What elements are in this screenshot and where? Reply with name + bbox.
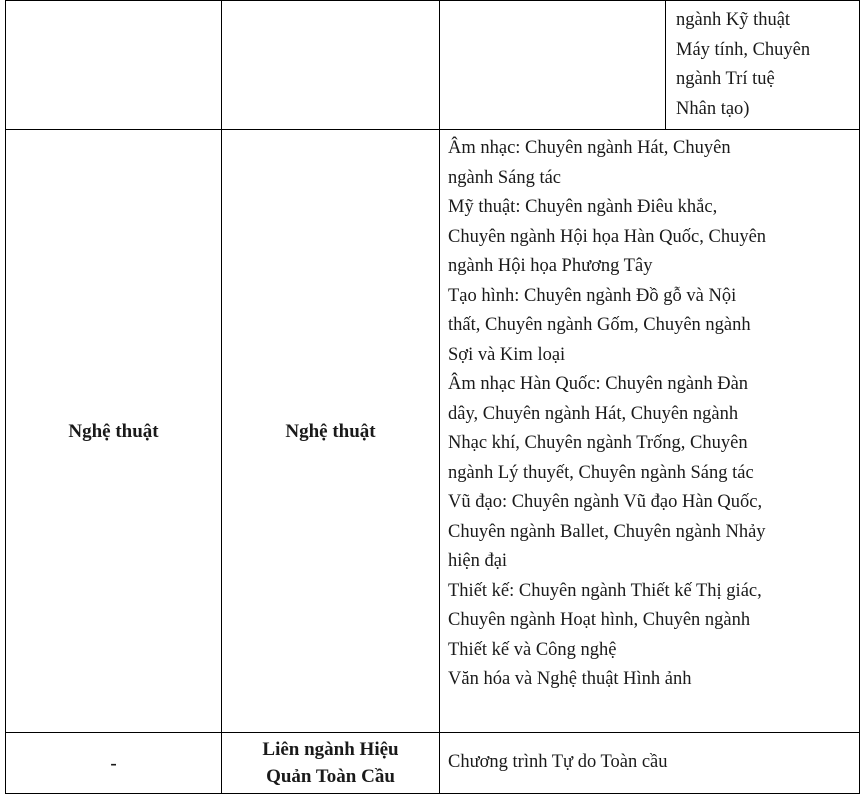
table-row xyxy=(6,130,860,733)
text-line: Thiết kế và Công nghệ xyxy=(448,639,617,660)
faculty-cell: - xyxy=(6,733,222,794)
text-line: Chuyên ngành Hoạt hình, Chuyên ngành xyxy=(448,610,751,630)
text-line: Chuyên ngành Ballet, Chuyên ngành Nhảy xyxy=(448,521,766,542)
text-line: Mỹ thuật: Chuyên ngành Điêu khắc, xyxy=(448,197,718,217)
program-cell xyxy=(440,130,860,733)
text-line: Văn hóa và Nghệ thuật Hình ảnh xyxy=(448,669,692,689)
department-cell: Nghệ thuật xyxy=(222,130,440,733)
text-line: Âm nhạc Hàn Quốc: Chuyên ngành Đàn xyxy=(448,374,749,394)
department-cell xyxy=(222,1,440,130)
text-line: Máy tính, Chuyên xyxy=(676,39,811,60)
text-line: Thiết kế: Chuyên ngành Thiết kế Thị giác, xyxy=(448,580,762,601)
department-cell xyxy=(222,733,440,794)
text-line: Nhạc khí, Chuyên ngành Trống, Chuyên xyxy=(448,433,748,453)
text-line: thất, Chuyên ngành Gốm, Chuyên ngành xyxy=(448,315,751,335)
faculty-cell xyxy=(6,1,222,130)
program-cell xyxy=(440,1,666,130)
text-line: Tạo hình: Chuyên ngành Đồ gỗ và Nội xyxy=(448,285,737,306)
table-row xyxy=(6,733,860,794)
text-line: Sợi và Kim loại xyxy=(448,344,566,365)
text-line: hiện đại xyxy=(448,551,508,571)
text-line: ngành Lý thuyết, Chuyên ngành Sáng tác xyxy=(448,462,754,483)
table-row xyxy=(6,1,860,130)
text-line: Liên ngành Hiệu xyxy=(262,739,399,760)
text-line: ngành Trí tuệ xyxy=(676,69,775,89)
majors-table xyxy=(5,0,860,794)
subject-cell xyxy=(666,1,860,130)
program-cell: Chương trình Tự do Toàn cầu xyxy=(440,733,860,794)
text-line: Nhân tạo) xyxy=(676,98,750,119)
text-line: ngành Sáng tác xyxy=(448,167,562,188)
text-line: Vũ đạo: Chuyên ngành Vũ đạo Hàn Quốc, xyxy=(448,492,763,512)
text-line: ngành Kỹ thuật xyxy=(676,10,791,30)
text-line: Âm nhạc: Chuyên ngành Hát, Chuyên xyxy=(448,138,731,158)
text-line: Quản Toàn Cầu xyxy=(266,766,395,787)
text-line: ngành Hội họa Phương Tây xyxy=(448,256,653,276)
text-line: Chuyên ngành Hội họa Hàn Quốc, Chuyên xyxy=(448,226,767,247)
faculty-cell: Nghệ thuật xyxy=(6,130,222,733)
text-line: dây, Chuyên ngành Hát, Chuyên ngành xyxy=(448,403,739,424)
